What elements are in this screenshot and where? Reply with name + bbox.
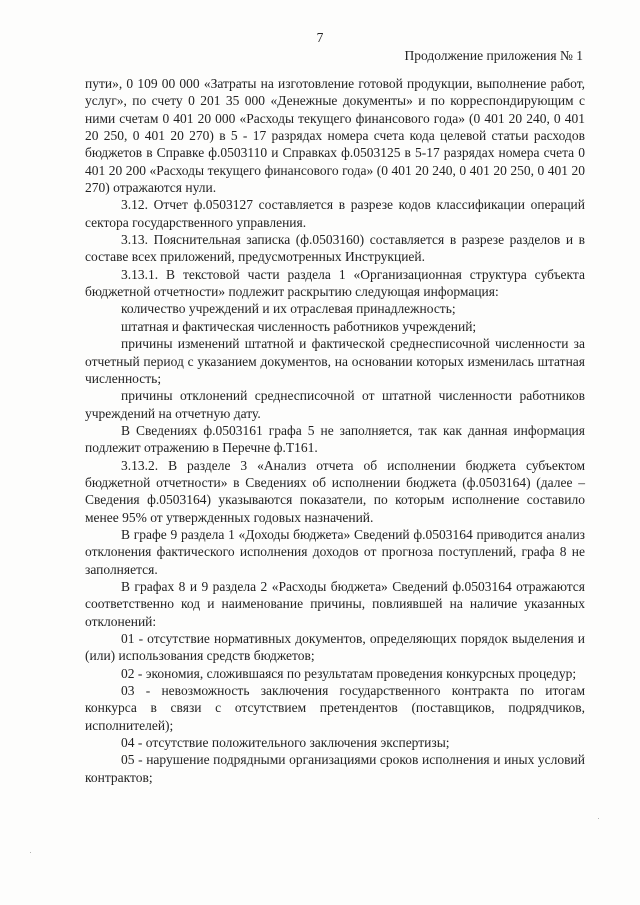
paragraph-3-13-2: 3.13.2. В разделе 3 «Анализ отчета об исполнении бюджета субъектом бюджетной отчетности» в Сведениях об исполнении бюджета (ф.0503164) (далее – Сведения ф.0503164) указываются показатели, по которым исполнение составило менее 95% от утвержденных годовых назначений. [85,457,585,525]
reason-code-item: 01 - отсутствие нормативных документов, определяющих порядок выделения и (или) использования средств бюджетов; [85,631,585,664]
paragraph: В Сведениях ф.0503161 графа 5 не заполняется, так как данная информация подлежит отражению в Перечне ф.Т161. [85,422,585,456]
scan-speck [30,852,31,853]
paragraph-3-12: 3.12. Отчет ф.0503127 составляется в разрезе кодов классификации операций сектора государственного управления. [85,197,585,230]
paragraph-3-13: 3.13. Пояснительная записка (ф.0503160) составляется в разрезе разделов и в составе всех приложений, предусмотренных Инструкцией. [85,232,585,265]
list-item: причины отклонений среднесписочной от штатной численности работников учреждений на отчетную дату. [85,388,585,421]
continuation-header: Продолжение приложения № 1 [404,48,583,63]
document-body [85,75,585,786]
reason-code-item: 04 - отсутствие положительного заключения экспертизы; [121,735,450,751]
list-item: количество учреждений и их отраслевая принадлежность; [121,301,456,317]
paragraph-3-13-1: 3.13.1. В текстовой части раздела 1 «Организационная структура субъекта бюджетной отчетности» подлежит раскрытию следующая информация: [85,266,585,300]
reason-code-item: 03 - невозможность заключения государственного контракта по итогам конкурса в связи с отсутствием претендентов (поставщиков, подрядчиков, исполнителей); [85,683,585,733]
page-number: 7 [316,30,324,45]
paragraph: В графах 8 и 9 раздела 2 «Расходы бюджета» Сведений ф.0503164 отражаются соответственно код и наименование причины, повлиявшей на наличие указанных отклонений: [85,578,585,629]
reason-code-item: 02 - экономия, сложившаяся по результатам проведения конкурсных процедур; [121,665,577,681]
paragraph: В графе 9 раздела 1 «Доходы бюджета» Сведений ф.0503164 приводится анализ отклонения фактического исполнения доходов от прогноза поступлений, графа 8 не заполняется. [85,526,585,577]
scan-speck [598,818,599,819]
paragraph: пути», 0 109 00 000 «Затраты на изготовление готовой продукции, выполнение работ, услуг», по счету 0 201 35 000 «Денежные документы» и по корреспондирующим с ними счетам 0 401 20 000 «Расходы текущего финансового года» (0 401 20 240, 0 401 20 250, 0 401 20 270) в 5 - 17 разрядах номера счета кода целевой статьи расходов бюджетов в Справке ф.0503110 и Справках ф.0503125 в 5-17 разрядах номера счета 0 401 20 200 «Расходы текущего финансового года» (0 401 20 240, 0 401 20 250, 0 401 20 270) отражаются нули. [85,76,585,196]
list-item: штатная и фактическая численность работников учреждений; [121,318,477,334]
list-item: причины изменений штатной и фактической среднесписочной численности за отчетный период с указанием документов, на основании которых изменилась штатная численность; [85,336,585,386]
reason-code-item: 05 - нарушение подрядными организациями сроков исполнения и иных условий контрактов; [85,752,585,785]
